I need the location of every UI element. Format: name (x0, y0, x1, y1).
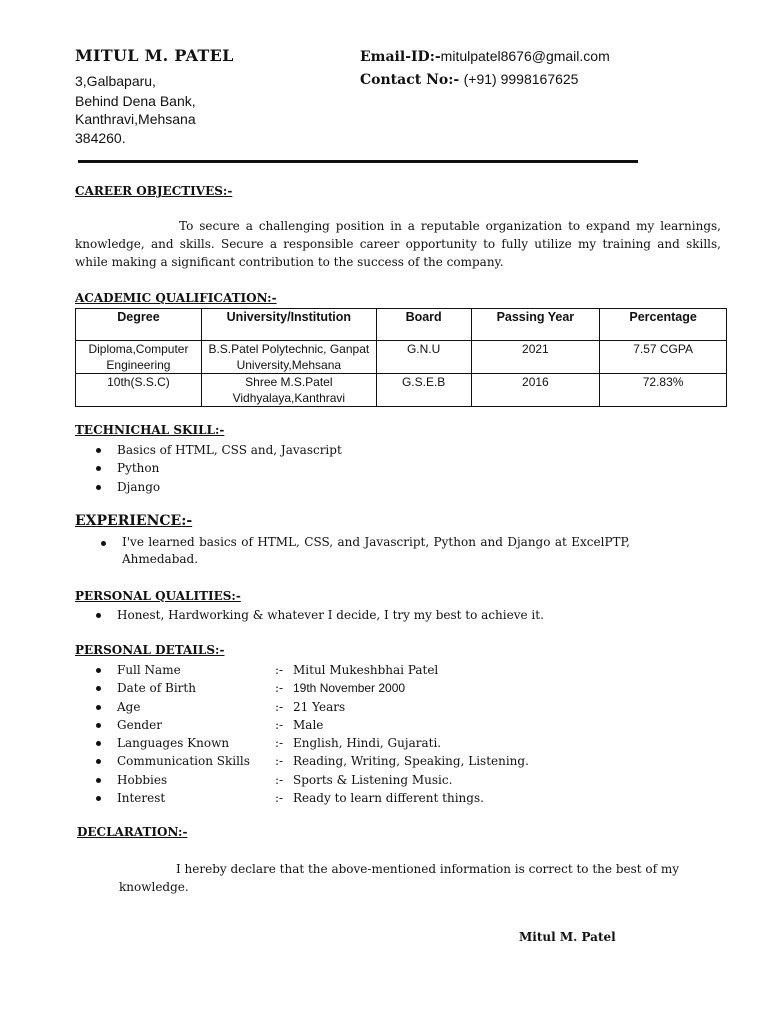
heading-suffix: :- (178, 825, 188, 839)
detail-value: 19th November 2000 (293, 681, 406, 696)
address-line: Behind Dena Bank, (75, 93, 196, 109)
skill-text: Basics of HTML, CSS and, Javascript (117, 443, 342, 457)
table-cell: 2021 (471, 341, 600, 374)
table-cell: 7.57 CGPA (600, 341, 727, 374)
career-objective-text (75, 217, 721, 271)
declaration-heading (77, 825, 187, 839)
column-header: Board (376, 309, 471, 341)
detail-separator: :- (275, 681, 284, 696)
candidate-name: MITUL M. PATEL (75, 46, 234, 65)
list-item (75, 459, 342, 477)
heading-text: TECHNICHAL SKILL (75, 423, 215, 437)
qualities-heading (75, 589, 241, 603)
column-header: Degree (76, 309, 202, 341)
detail-value: English, Hindi, Gujarati. (293, 736, 442, 751)
detail-row (75, 679, 529, 697)
column-header: Percentage (600, 309, 727, 341)
bullet-icon (96, 485, 101, 490)
detail-separator: :- (275, 772, 284, 787)
column-header: University/Institution (201, 309, 376, 341)
skills-list (75, 441, 342, 496)
detail-label: Gender (117, 717, 162, 732)
detail-value: Male (293, 717, 324, 732)
bullet-icon (96, 796, 101, 801)
detail-row (75, 771, 529, 789)
table-cell: 10th(S.S.C) (76, 374, 202, 407)
table-cell: G.N.U (376, 341, 471, 374)
detail-value: Ready to learn different things. (293, 791, 484, 806)
bullet-icon (96, 741, 101, 746)
detail-value: Reading, Writing, Speaking, Listening. (293, 754, 529, 769)
table-cell: 2016 (471, 374, 600, 407)
personal-details-heading (75, 643, 224, 657)
detail-row (75, 661, 529, 679)
table-cell: B.S.Patel Polytechnic, Ganpat University,Mehsana (201, 341, 376, 374)
column-header: Passing Year (471, 309, 600, 341)
heading-suffix: :- (215, 643, 225, 657)
detail-row (75, 789, 529, 807)
bullet-icon (101, 541, 106, 546)
academic-heading (75, 291, 277, 305)
bullet-icon (96, 686, 101, 691)
address-line: Kanthravi,Mehsana (75, 111, 196, 127)
heading-text: EXPERIENCE (75, 513, 182, 529)
heading-suffix: :- (214, 423, 225, 437)
personal-details-list (75, 661, 529, 807)
heading-suffix: :- (222, 184, 233, 198)
email-value[interactable]: mitulpatel8676@gmail.com (440, 48, 610, 64)
detail-row (75, 734, 529, 752)
heading-text: ACADEMIC QUALIFICATION (75, 291, 268, 305)
bullet-icon (96, 668, 101, 673)
experience-item: I've learned basics of HTML, CSS, and Javascript, Python and Django at ExcelPTP, Ahmedabad. (122, 535, 630, 566)
detail-value: Mitul Mukeshbhai Patel (293, 663, 439, 677)
detail-separator: :- (275, 791, 284, 806)
contact-value: (+91) 9998167625 (463, 71, 579, 87)
declaration-paragraph: I hereby declare that the above-mentioned information is correct to the best of my knowledge. (119, 862, 680, 894)
detail-value: 21 Years (293, 699, 346, 714)
detail-label: Communication Skills (117, 754, 250, 769)
skills-heading (75, 423, 224, 437)
detail-row (75, 698, 529, 716)
signature-name: Mitul M. Patel (519, 930, 616, 944)
table-row (76, 341, 727, 374)
detail-separator: :- (275, 754, 284, 769)
skill-text: Python (117, 461, 160, 476)
header-divider (78, 160, 638, 163)
detail-label: Date of Birth (117, 681, 196, 696)
heading-text: PERSONAL DETAILS (75, 643, 216, 657)
detail-label: Languages Known (117, 736, 230, 751)
experience-heading (75, 513, 192, 529)
table-header-row (76, 309, 727, 341)
detail-row (75, 716, 529, 734)
heading-text: CAREER OBJECTIVES (75, 184, 223, 198)
contact-label: Contact No:- (360, 72, 460, 88)
bullet-icon (96, 723, 101, 728)
declaration-text (119, 860, 699, 896)
skill-text: Django (117, 479, 161, 494)
detail-separator: :- (275, 663, 284, 677)
table-row (76, 374, 727, 407)
list-item (75, 441, 342, 459)
address-line: 3,Galbaparu, (75, 73, 156, 89)
heading-suffix: :- (267, 291, 277, 305)
heading-suffix: :- (181, 513, 193, 529)
bullet-icon (96, 705, 101, 710)
bullet-icon (96, 759, 101, 764)
detail-separator: :- (275, 699, 284, 714)
email-line (360, 48, 610, 65)
detail-separator: :- (275, 736, 284, 751)
heading-text: PERSONAL QUALITIES (75, 589, 232, 603)
bullet-icon (96, 448, 101, 453)
list-item (75, 478, 342, 496)
address-line: 384260. (75, 130, 126, 146)
detail-label: Age (117, 699, 141, 714)
qualities-list (75, 606, 544, 624)
detail-separator: :- (275, 717, 284, 732)
detail-label: Hobbies (117, 772, 168, 787)
objective-paragraph: To secure a challenging position in a reputable organization to expand my learnings, knowledge, and skills. Secure a responsible career opportunity to fully utilize my training and skills, while making a significant contribution to the success of the company. (75, 219, 721, 269)
detail-label: Full Name (117, 663, 181, 677)
list-item (75, 606, 544, 624)
quality-text: Honest, Hardworking & whatever I decide, I try my best to achieve it. (117, 608, 544, 622)
contact-line (360, 71, 578, 88)
table-cell: 72.83% (600, 374, 727, 407)
bullet-icon (96, 466, 101, 471)
detail-value: Sports & Listening Music. (293, 772, 453, 787)
heading-suffix: :- (231, 589, 241, 603)
table-cell: Shree M.S.Patel Vidhyalaya,Kanthravi (201, 374, 376, 407)
academic-table (75, 308, 727, 407)
detail-label: Interest (117, 791, 166, 806)
bullet-icon (96, 613, 101, 618)
detail-row (75, 752, 529, 770)
bullet-icon (96, 778, 101, 783)
table-cell: Diploma,Computer Engineering (76, 341, 202, 374)
table-cell: G.S.E.B (376, 374, 471, 407)
heading-text: DECLARATION (77, 825, 179, 839)
email-label: Email-ID:- (360, 49, 441, 65)
career-objectives-heading (75, 184, 232, 198)
